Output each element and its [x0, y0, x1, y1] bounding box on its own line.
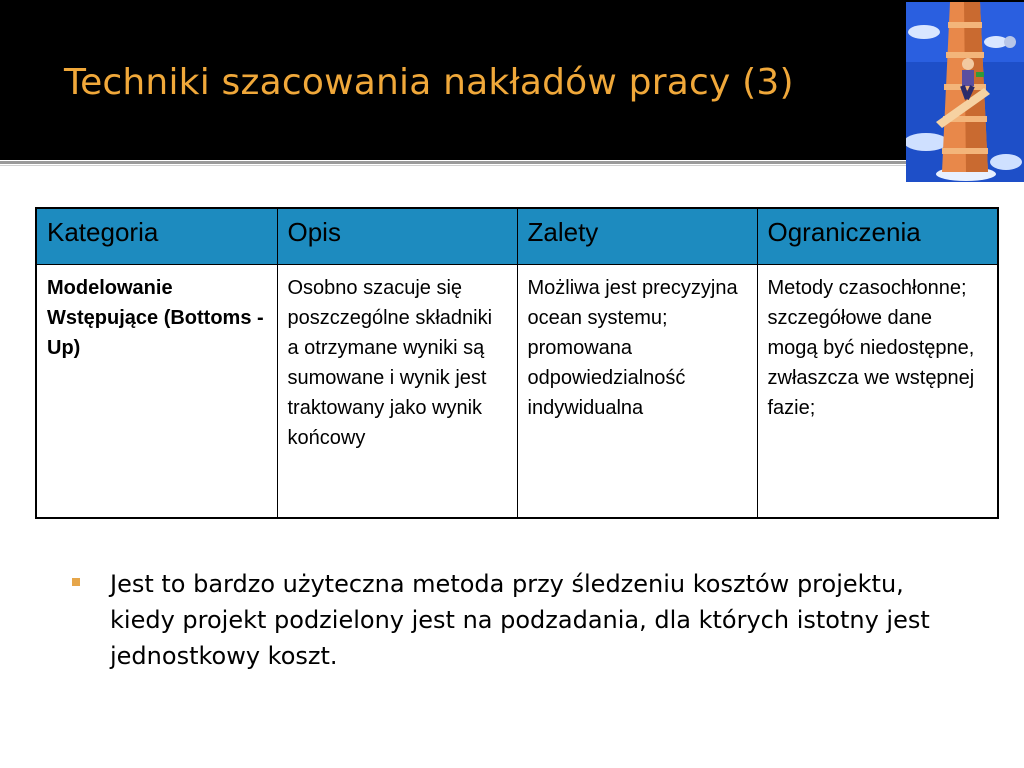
header-ograniczenia: Ograniczenia	[757, 208, 998, 264]
slide-title: Techniki szacowania nakładów pracy (3)	[64, 62, 794, 103]
person-climbing-tower-icon	[906, 2, 1024, 182]
header-zalety: Zalety	[517, 208, 757, 264]
cell-description: Osobno szacuje się poszczególne składniki a otrzymane wyniki są sumowane i wynik jest traktowany jako wynik końcowy	[277, 264, 517, 518]
cell-advantages: Możliwa jest precyzyjna ocean systemu; promowana odpowiedzialność indywidualna	[517, 264, 757, 518]
title-divider	[0, 161, 1024, 164]
cell-category: Modelowanie Wstępujące (Bottoms - Up)	[36, 264, 277, 518]
title-bar	[0, 0, 1024, 160]
header-kategoria: Kategoria	[36, 208, 277, 264]
cell-limitations: Metody czasochłonne; szczegółowe dane mogą być niedostępne, zwłaszcza we wstępnej fazie;	[757, 264, 998, 518]
comparison-table	[35, 207, 999, 519]
bullet-item: Jest to bardzo użyteczna metoda przy śledzeniu kosztów projektu, kiedy projekt podzielony jest na podzadania, dla których istotny jest jednostkowy koszt.	[110, 570, 930, 670]
header-opis: Opis	[277, 208, 517, 264]
table-header-row	[36, 208, 998, 264]
title-divider-thin	[0, 165, 1024, 166]
table-row	[36, 264, 998, 518]
square-bullet-icon	[72, 578, 80, 586]
